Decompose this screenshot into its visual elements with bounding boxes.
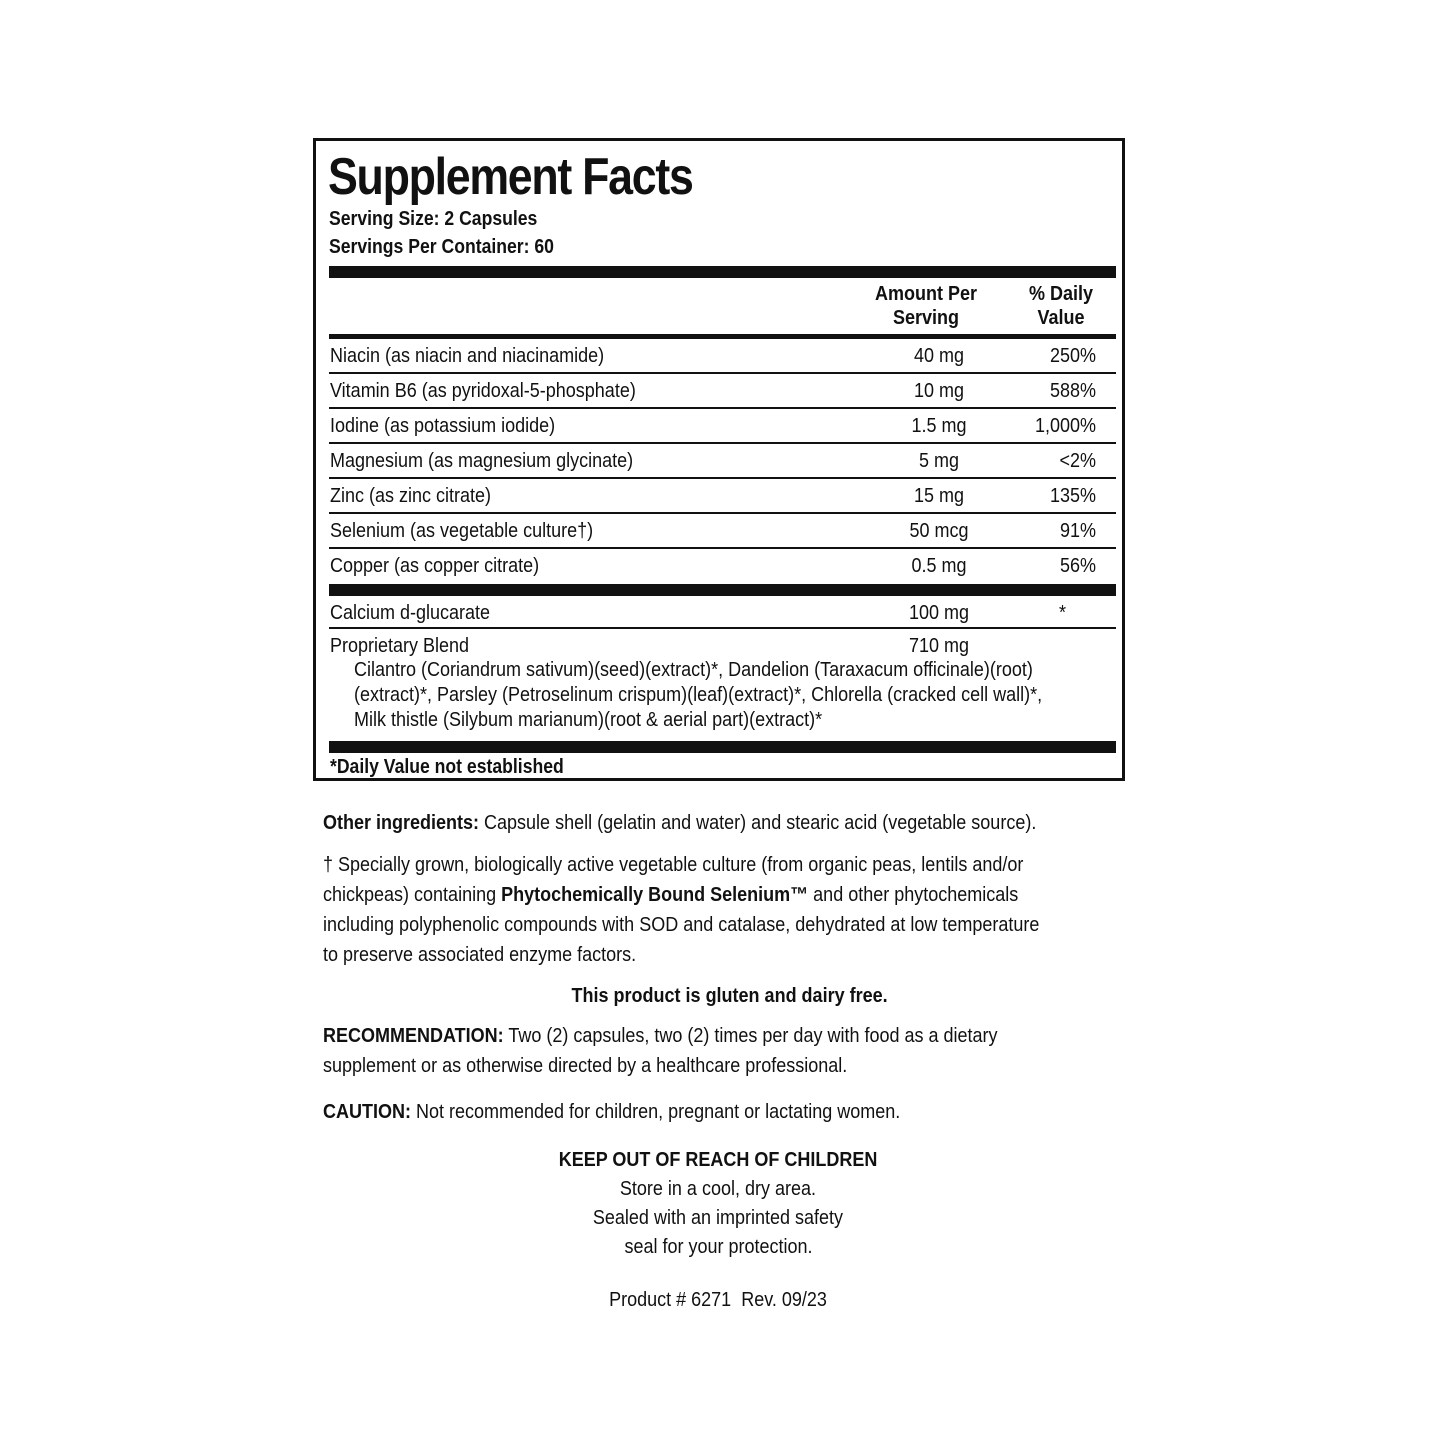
servings-per-container: Servings Per Container: 60 xyxy=(329,236,554,258)
nutrient-name: Niacin (as niacin and niacinamide) xyxy=(330,345,605,367)
thick-divider-middle xyxy=(329,584,1116,596)
dagger-footnote xyxy=(323,850,1124,970)
other-ingredients-text: Capsule shell (gelatin and water) and stearic acid (vegetable source). xyxy=(479,812,1037,834)
thick-divider-bottom xyxy=(329,741,1116,753)
nutrient-amount: 15 mg xyxy=(913,485,965,507)
storage-text: seal for your protection. xyxy=(623,1236,813,1258)
nutrient-name: Selenium (as vegetable culture†) xyxy=(330,520,594,542)
storage-text: Sealed with an imprinted safety xyxy=(592,1207,844,1229)
nutrient-row xyxy=(329,479,1116,514)
keep-out-of-reach: KEEP OUT OF REACH OF CHILDREN xyxy=(558,1149,878,1171)
nutrient-amount: 5 mg xyxy=(918,450,960,472)
dagger-line: to preserve associated enzyme factors. xyxy=(323,944,637,966)
other-daily-value: * xyxy=(1058,602,1066,624)
recommendation-text: Two (2) capsules, two (2) times per day with food as a dietary xyxy=(503,1025,998,1047)
nutrient-row xyxy=(329,444,1116,479)
storage-line xyxy=(318,1204,1118,1233)
keep-out-line xyxy=(318,1146,1118,1175)
storage-line xyxy=(318,1233,1118,1262)
nutrient-daily-value: 135% xyxy=(1049,485,1096,507)
header-amount-line1: Amount Per xyxy=(874,283,978,305)
recommendation-line: supplement or as otherwise directed by a healthcare professional. xyxy=(323,1055,848,1077)
panel-title: Supplement Facts xyxy=(328,148,693,206)
dagger-text: chickpeas) containing xyxy=(323,884,502,906)
other-name: Calcium d-glucarate xyxy=(330,602,491,624)
nutrient-daily-value: <2% xyxy=(1059,450,1096,472)
recommendation xyxy=(323,1021,1124,1081)
daily-value-footnote: *Daily Value not established xyxy=(330,756,564,778)
header-amount-per-serving xyxy=(845,282,1007,330)
nutrient-name: Iodine (as potassium iodide) xyxy=(330,415,556,437)
other-ingredients-label: Other ingredients: xyxy=(323,812,480,834)
storage-block xyxy=(318,1146,1118,1262)
nutrient-amount: 10 mg xyxy=(913,380,965,402)
thick-divider-top xyxy=(329,266,1116,278)
gluten-dairy-free-text: This product is gluten and dairy free. xyxy=(571,985,889,1007)
other-row xyxy=(329,629,1116,659)
header-dv-line1: % Daily xyxy=(1028,283,1094,305)
other-row xyxy=(329,596,1116,629)
nutrient-name: Magnesium (as magnesium glycinate) xyxy=(330,450,634,472)
blend-line: (extract)*, Parsley (Petroselinum crispum)(leaf)(extract)*, Chlorella (cracked cell wall)*, xyxy=(354,684,1043,706)
nutrient-row xyxy=(329,549,1116,584)
nutrient-name: Copper (as copper citrate) xyxy=(330,555,540,577)
other-amount: 710 mg xyxy=(908,635,970,657)
caution-text: Not recommended for children, pregnant or lactating women. xyxy=(410,1101,901,1123)
nutrient-daily-value: 588% xyxy=(1049,380,1096,402)
header-daily-value xyxy=(1003,282,1120,330)
header-dv-line2: Value xyxy=(1037,307,1085,329)
caution xyxy=(323,1097,1124,1127)
nutrient-amount: 50 mcg xyxy=(909,520,969,542)
nutrient-amount: 40 mg xyxy=(913,345,965,367)
recommendation-label: RECOMMENDATION: xyxy=(323,1025,504,1047)
dagger-line: † Specially grown, biologically active vegetable culture (from organic peas, lentils and/or xyxy=(323,854,1024,876)
nutrient-daily-value: 91% xyxy=(1059,520,1096,542)
header-amount-line2: Serving xyxy=(892,307,960,329)
nutrient-name: Zinc (as zinc citrate) xyxy=(330,485,492,507)
nutrient-row xyxy=(329,514,1116,549)
nutrient-row xyxy=(329,374,1116,409)
recommendation-line xyxy=(323,1021,1124,1051)
nutrient-name: Vitamin B6 (as pyridoxal-5-phosphate) xyxy=(330,380,636,402)
dagger-line: including polyphenolic compounds with SOD and catalase, dehydrated at low temperature xyxy=(323,914,1040,936)
nutrient-row xyxy=(329,409,1116,444)
product-number xyxy=(318,1286,1118,1315)
proprietary-blend-ingredients xyxy=(354,658,1128,733)
storage-line xyxy=(318,1175,1118,1204)
nutrient-amount: 0.5 mg xyxy=(911,555,967,577)
nutrient-daily-value: 56% xyxy=(1059,555,1096,577)
storage-text: Store in a cool, dry area. xyxy=(619,1178,817,1200)
dagger-text: and other phytochemicals xyxy=(808,884,1019,906)
other-name: Proprietary Blend xyxy=(330,635,470,657)
blend-line: Milk thistle (Silybum marianum)(root & aerial part)(extract)* xyxy=(354,709,823,731)
nutrient-daily-value: 1,000% xyxy=(1034,415,1096,437)
serving-size: Serving Size: 2 Capsules xyxy=(329,208,538,230)
caution-label: CAUTION: xyxy=(323,1101,411,1123)
other-amount: 100 mg xyxy=(908,602,970,624)
blend-line: Cilantro (Coriandrum sativum)(seed)(extract)*, Dandelion (Taraxacum officinale)(root) xyxy=(354,659,1033,681)
nutrient-amount: 1.5 mg xyxy=(911,415,967,437)
product-number-text: Product # 6271 Rev. 09/23 xyxy=(609,1289,827,1311)
other-ingredients xyxy=(323,808,1124,838)
dagger-line xyxy=(323,880,1124,910)
gluten-dairy-free xyxy=(330,982,1130,1011)
nutrient-row xyxy=(329,339,1116,374)
phytochemically-bound-selenium: Phytochemically Bound Selenium™ xyxy=(501,884,809,906)
nutrient-daily-value: 250% xyxy=(1049,345,1096,367)
supplement-facts-panel xyxy=(313,138,1125,781)
